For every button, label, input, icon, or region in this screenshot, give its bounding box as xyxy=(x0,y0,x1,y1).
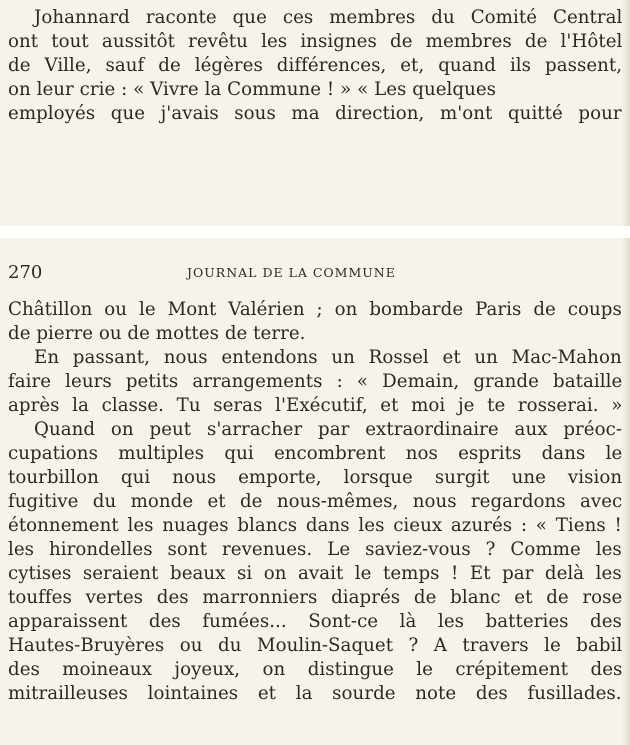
top-text-line: Johannard raconte que ces membres du Comité Central xyxy=(34,7,623,28)
body-text-line: cupations multiples qui encombrent nos esprits dans le xyxy=(8,443,623,464)
body-text-line: touffes vertes des marronniers diaprés de blanc et de rose xyxy=(8,587,623,608)
top-text-line: employés que j'avais sous ma direction, m'ont quitté pour xyxy=(8,103,622,124)
body-text-line: de pierre ou de mottes de terre. xyxy=(8,323,306,344)
body-text-line: les hirondelles sont revenues. Le saviez-vous ? Comme les xyxy=(8,539,622,560)
body-text-line: apparaissent des fumées... Sont-ce là les batteries des xyxy=(8,611,622,632)
running-head: JOURNAL DE LA COMMUNE xyxy=(187,265,396,280)
page-edge-shadow xyxy=(622,0,630,226)
body-text-line: faire leurs petits arrangements : « Demain, grande bataille xyxy=(8,371,623,392)
page-edge-shadow xyxy=(622,238,630,745)
body-text-line: Quand on peut s'arracher par extraordinaire aux préoc- xyxy=(34,419,623,440)
top-text-line: de Ville, sauf de légères différences, et, quand ils passent, xyxy=(8,55,623,76)
page-separator xyxy=(0,226,630,238)
body-text-line: étonnement les nuages blancs dans les cieux azurés : « Tiens ! xyxy=(8,515,622,536)
top-text-line: on leur crie : « Vivre la Commune ! » « Les quelques xyxy=(8,79,497,100)
body-text-line: Hautes-Bruyères ou du Moulin-Saquet ? A travers le babil xyxy=(8,635,623,656)
body-text-line: fugitive du monde et de nous-mêmes, nous regardons avec xyxy=(8,491,623,512)
body-text-line: En passant, nous entendons un Rossel et un Mac-Mahon xyxy=(34,347,622,368)
body-text-line: tourbillon qui nous emporte, lorsque surgit une vision xyxy=(8,467,623,488)
page-270 xyxy=(0,238,630,745)
page-number: 270 xyxy=(8,262,43,283)
body-text-line: des moineaux joyeux, on distingue le crépitement des xyxy=(8,659,623,680)
body-text-line: mitrailleuses lointaines et la sourde note des fusillades. xyxy=(8,683,622,704)
top-text-line: ont tout aussitôt revêtu les insignes de membres de l'Hôtel xyxy=(8,31,623,52)
body-text-line: cytises seraient beaux si on avait le temps ! Et par delà les xyxy=(8,563,622,584)
body-text-line: après la classe. Tu seras l'Exécutif, et moi je te rosserai. » xyxy=(8,395,623,416)
top-page-fragment xyxy=(0,0,630,226)
body-text-line: Châtillon ou le Mont Valérien ; on bombarde Paris de coups xyxy=(8,299,622,320)
